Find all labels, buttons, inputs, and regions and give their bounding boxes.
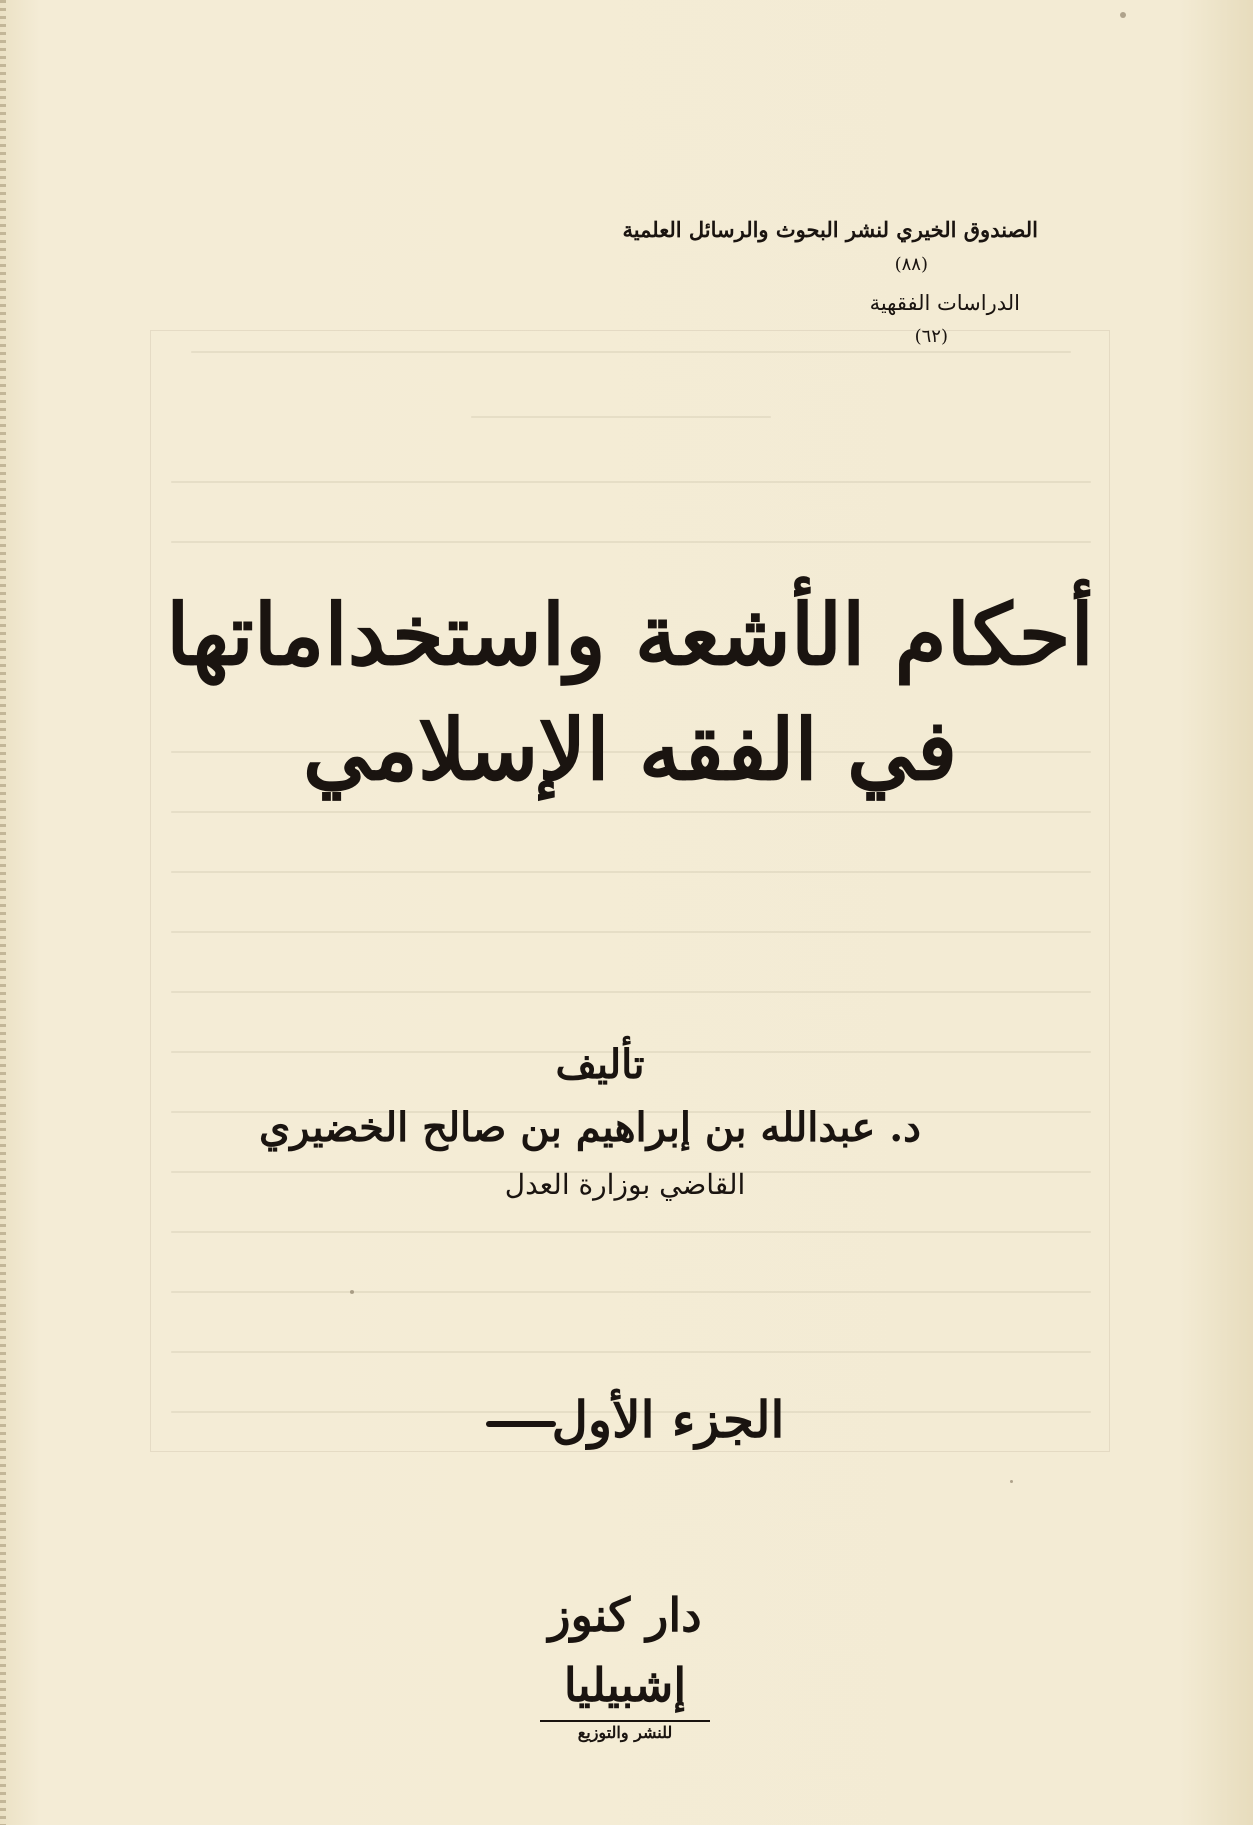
book-title-line-2: في الفقه الإسلامي — [302, 700, 958, 799]
series-name: الصندوق الخيري لنشر البحوث والرسائل العلمية — [622, 217, 1038, 242]
publisher-tagline: للنشر والتوزيع — [540, 1720, 710, 1744]
sub-series-number: (٦٢) — [914, 326, 948, 347]
bleed-through-line — [171, 541, 1091, 543]
volume-label — [470, 1385, 800, 1455]
paper-speck — [1120, 12, 1126, 18]
bleed-through-line — [171, 1231, 1091, 1233]
book-title — [130, 575, 1130, 805]
author-role: القاضي بوزارة العدل — [504, 1168, 746, 1201]
bleed-through-line — [171, 1291, 1091, 1293]
authorship-block — [230, 1035, 950, 1209]
sub-series-name: الدراسات الفقهية — [869, 291, 1020, 315]
series-number: (٨٨) — [894, 254, 928, 275]
volume-text: الجزء الأول — [551, 1390, 785, 1449]
series-block — [518, 212, 1038, 352]
bleed-through-line — [171, 811, 1091, 813]
page-edge — [0, 0, 6, 1825]
bleed-through-line — [171, 931, 1091, 933]
bleed-through-line — [171, 871, 1091, 873]
author-name: د. عبدالله بن إبراهيم بن صالح الخضيري — [258, 1104, 921, 1151]
paper-speck — [350, 1290, 354, 1294]
bleed-through-area — [150, 330, 1110, 1452]
bleed-through-line — [171, 991, 1091, 993]
publisher-name: دار كنوز إشبيليا — [548, 1588, 702, 1712]
authorship-label: تأليف — [555, 1041, 645, 1088]
paper-speck — [1010, 1480, 1013, 1483]
bleed-through-line — [171, 481, 1091, 483]
bleed-through-line — [471, 416, 771, 418]
publisher-logo — [480, 1580, 770, 1744]
book-title-line-1: أحكام الأشعة واستخداماتها — [166, 585, 1094, 684]
bleed-through-line — [171, 1351, 1091, 1353]
volume-flourish — [486, 1421, 556, 1427]
